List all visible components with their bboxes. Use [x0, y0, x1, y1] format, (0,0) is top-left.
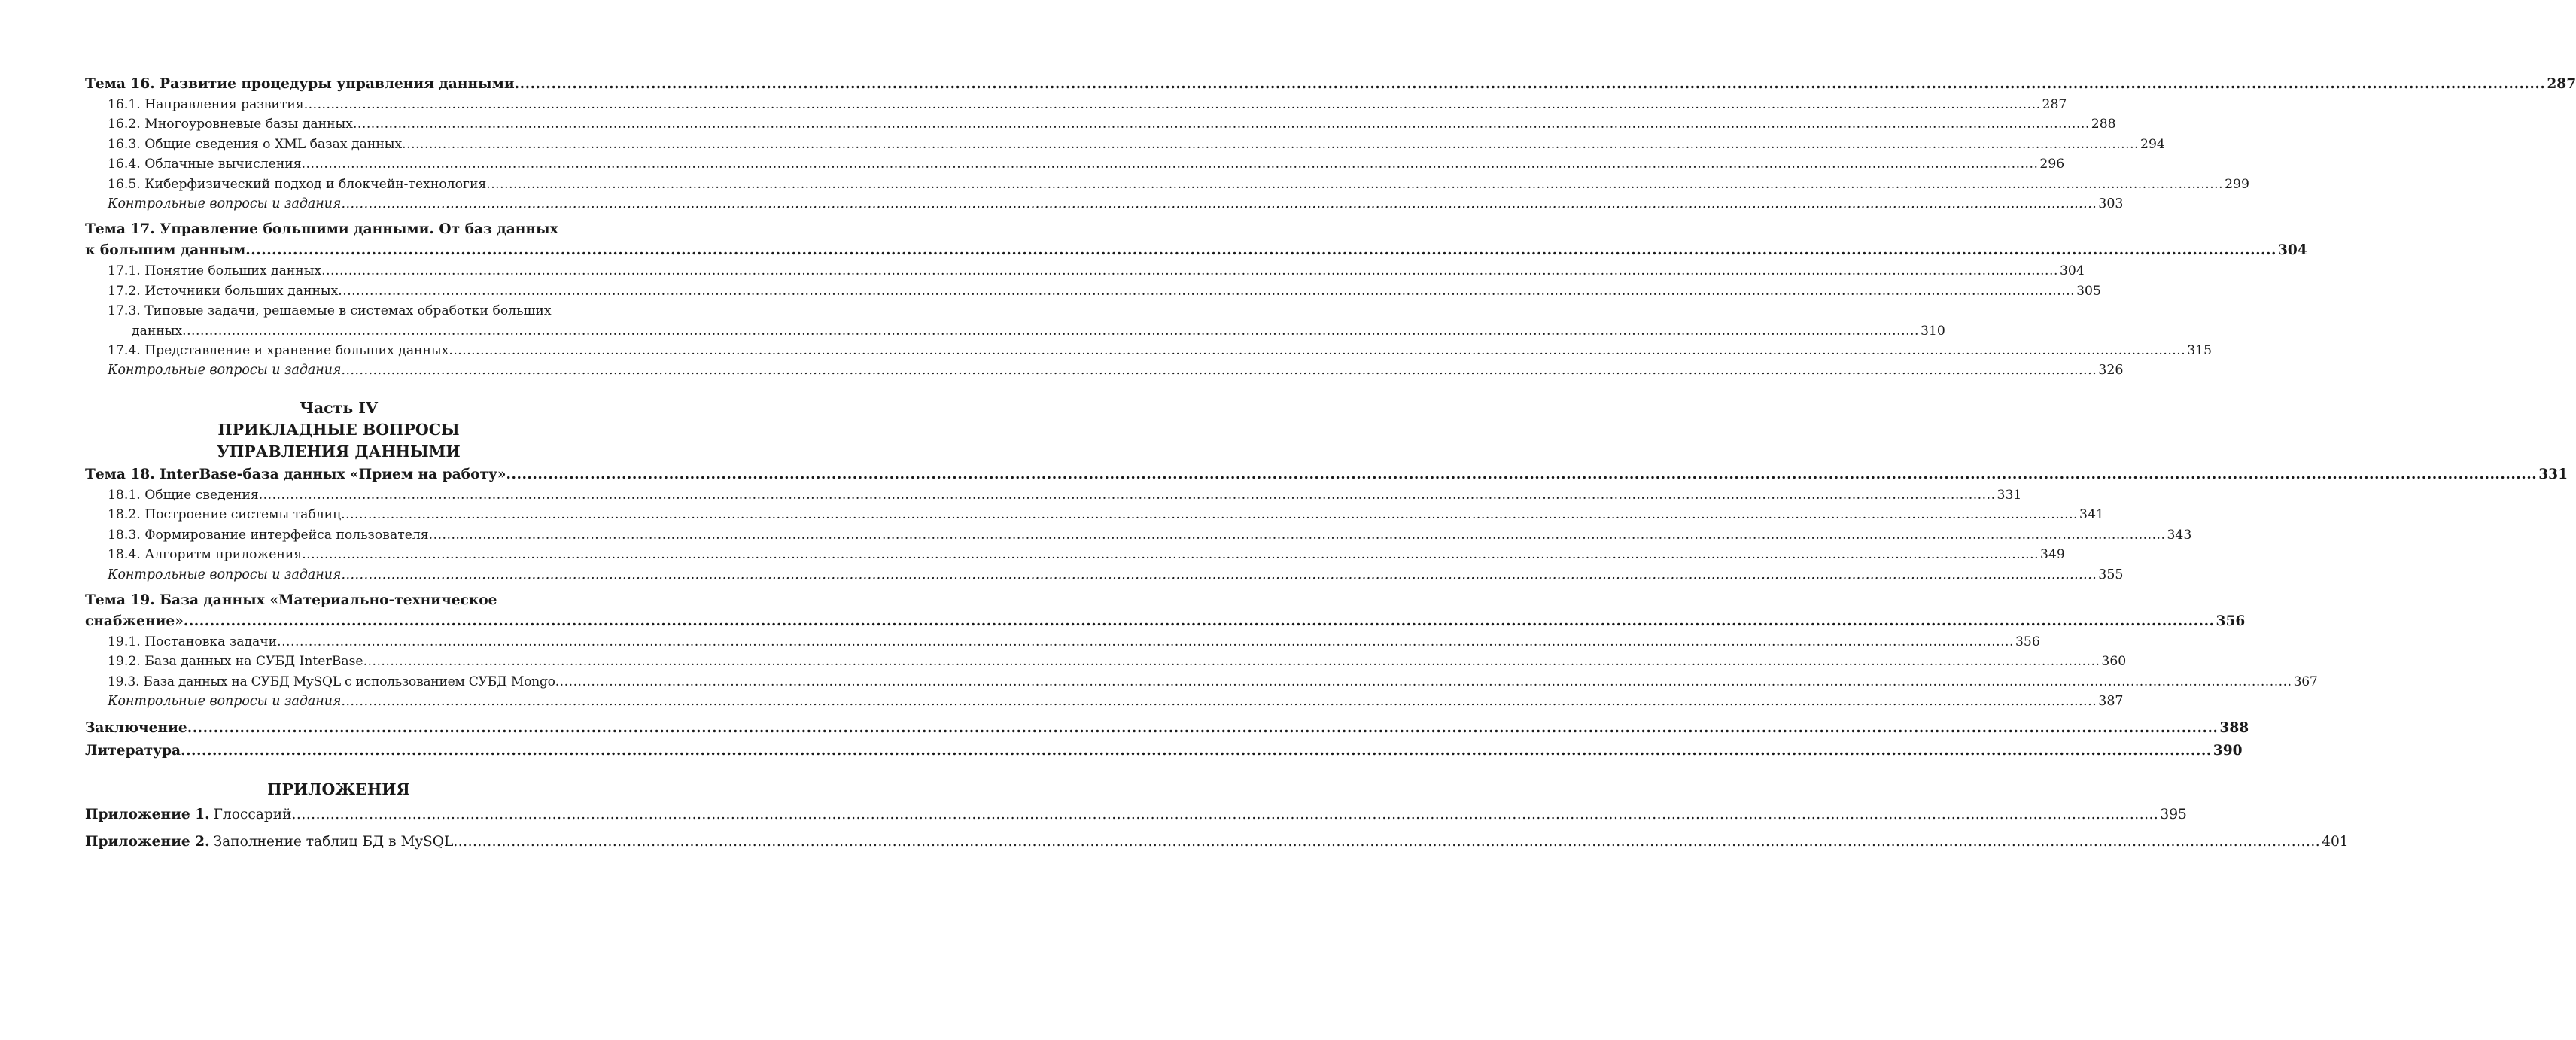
toc-topic-19[interactable] — [85, 611, 2246, 632]
toc-leader-dots — [304, 95, 2041, 114]
toc-leader-dots — [363, 652, 2100, 671]
appendix-label: Приложение 2. — [85, 833, 210, 850]
toc-topic-17-title-line1[interactable]: Тема 17. Управление большими данными. От баз данных — [85, 221, 558, 238]
toc-item-17-2[interactable] — [85, 281, 2101, 301]
toc-page-number: 294 — [2140, 136, 2165, 152]
toc-leader-dots — [341, 692, 2097, 711]
toc-control-questions-18[interactable] — [85, 565, 2124, 585]
toc-control-questions-19[interactable] — [85, 692, 2124, 711]
toc-item-title: 19.3. База данных на СУБД MySQL с использованием СУБД Mongo — [108, 674, 555, 689]
toc-leader-dots — [515, 74, 2546, 95]
toc-page-number: 288 — [2091, 117, 2116, 132]
toc-item-title: 19.2. База данных на СУБД InterBase — [108, 654, 363, 670]
toc-page-number: 305 — [2076, 283, 2101, 299]
toc-item-title: 16.4. Облачные вычисления — [108, 157, 302, 172]
toc-page-number: 343 — [2167, 527, 2192, 543]
toc-leader-dots — [449, 341, 2185, 360]
toc-appendix-2[interactable] — [85, 832, 2349, 853]
toc-item-title: Глоссарий — [213, 806, 292, 823]
toc-leader-dots — [506, 464, 2538, 485]
toc-literature[interactable] — [85, 740, 2243, 762]
toc-page-number: 304 — [2059, 263, 2085, 279]
toc-leader-dots — [245, 240, 2276, 261]
toc-topic-title: к большим данным — [85, 242, 246, 259]
toc-item-title: данных — [132, 323, 183, 339]
toc-page-number: 303 — [2098, 196, 2124, 212]
toc-leader-dots — [341, 505, 2078, 525]
toc-item-16-1[interactable] — [85, 95, 2067, 114]
toc-page-number: 395 — [2160, 806, 2187, 823]
toc-item-16-4[interactable] — [85, 154, 2065, 174]
toc-leader-dots — [353, 114, 2090, 134]
toc-item-title: 18.1. Общие сведения — [108, 487, 259, 503]
toc-leader-dots — [338, 281, 2075, 301]
toc-leader-dots — [341, 194, 2097, 214]
toc-item-17-4[interactable] — [85, 341, 2213, 360]
toc-item-17-3-line1[interactable]: 17.3. Типовые задачи, решаемые в системах обработки больших — [108, 303, 552, 319]
toc-item-title: 17.2. Источники больших данных — [108, 283, 339, 299]
table-of-contents — [85, 74, 2576, 853]
toc-page-number: 310 — [1920, 323, 1945, 339]
toc-page-number: 367 — [2293, 674, 2318, 689]
toc-topic-17[interactable] — [85, 240, 2307, 261]
toc-leader-dots — [292, 804, 2159, 826]
toc-page-number: 326 — [2098, 363, 2124, 379]
toc-item-16-2[interactable] — [85, 114, 2116, 134]
toc-item-title: Контрольные вопросы и задания — [108, 694, 342, 710]
toc-item-17-1[interactable] — [85, 261, 2085, 281]
toc-page-number: 331 — [1997, 487, 2022, 503]
toc-item-title: Контрольные вопросы и задания — [108, 567, 342, 582]
toc-leader-dots — [341, 565, 2097, 585]
toc-topic-16[interactable] — [85, 74, 2576, 95]
toc-item-title: 18.4. Алгоритм приложения — [108, 547, 303, 563]
toc-topic-18[interactable] — [85, 464, 2568, 485]
toc-topic-title: Заключение — [85, 719, 187, 736]
appendices-heading: ПРИЛОЖЕНИЯ — [267, 780, 410, 798]
toc-item-title: 18.3. Формирование интерфейса пользователя — [108, 527, 429, 543]
toc-item-title: Контрольные вопросы и задания — [108, 363, 342, 379]
appendix-label: Приложение 1. — [85, 806, 210, 823]
toc-leader-dots — [181, 740, 2212, 762]
toc-item-title: 17.4. Представление и хранение больших данных — [108, 343, 449, 359]
toc-page-number: 360 — [2101, 654, 2127, 670]
toc-page-number: 388 — [2219, 719, 2249, 736]
toc-item-title: 16.2. Многоуровневые базы данных — [108, 117, 353, 132]
toc-page-number: 299 — [2225, 176, 2249, 192]
toc-appendix-1[interactable] — [85, 804, 2187, 826]
toc-leader-dots — [453, 832, 2320, 853]
toc-leader-dots — [182, 321, 1919, 341]
toc-leader-dots — [187, 717, 2219, 740]
toc-item-title: 16.3. Общие сведения о XML базах данных — [108, 136, 403, 152]
toc-page-number: 356 — [2216, 613, 2246, 629]
toc-topic-title: Тема 18. InterBase-база данных «Прием на работу» — [85, 466, 506, 482]
toc-page-number: 296 — [2039, 157, 2065, 172]
part-title-line1: ПРИКЛАДНЫЕ ВОПРОСЫ — [217, 420, 460, 439]
toc-control-questions-16[interactable] — [85, 194, 2124, 214]
toc-item-16-3[interactable] — [85, 135, 2165, 154]
toc-page-number: 356 — [2015, 634, 2040, 649]
toc-page-number: 355 — [2098, 567, 2124, 582]
toc-page-number: 341 — [2079, 507, 2104, 523]
toc-leader-dots — [402, 135, 2139, 154]
toc-item-title: 19.1. Постановка задачи — [108, 634, 278, 649]
toc-item-title: Контрольные вопросы и задания — [108, 196, 342, 212]
toc-item-19-1[interactable] — [85, 632, 2040, 652]
toc-leader-dots — [429, 525, 2166, 545]
toc-leader-dots — [302, 545, 2039, 564]
toc-page-number: 390 — [2213, 742, 2243, 759]
toc-leader-dots — [555, 672, 2292, 692]
toc-topic-title: Тема 16. Развитие процедуры управления данными — [85, 76, 515, 92]
toc-item-title: 16.1. Направления развития — [108, 97, 304, 112]
part-title-line2: УПРАВЛЕНИЯ ДАННЫМИ — [217, 442, 461, 461]
toc-item-18-3[interactable] — [85, 525, 2192, 545]
toc-leader-dots — [184, 611, 2215, 632]
toc-conclusion[interactable] — [85, 717, 2249, 740]
toc-leader-dots — [321, 261, 2058, 281]
toc-topic-19-title-line1[interactable]: Тема 19. База данных «Материально-техническое — [85, 591, 497, 608]
toc-item-title: 17.1. Понятие больших данных — [108, 263, 322, 279]
toc-item-16-5[interactable] — [85, 175, 2249, 194]
toc-page-number: 387 — [2098, 694, 2124, 710]
toc-leader-dots — [259, 485, 1996, 505]
part-heading — [85, 397, 592, 463]
toc-topic-title: снабжение» — [85, 613, 184, 629]
toc-page-number: 287 — [2547, 76, 2576, 92]
toc-page-number: 331 — [2538, 466, 2568, 482]
toc-item-18-1[interactable] — [85, 485, 2022, 505]
toc-leader-dots — [277, 632, 2014, 652]
toc-page-number: 349 — [2040, 547, 2065, 563]
toc-page-number: 401 — [2322, 833, 2349, 850]
toc-leader-dots — [341, 360, 2097, 380]
toc-item-19-2[interactable] — [85, 652, 2127, 671]
toc-item-title: 16.5. Киберфизический подход и блокчейн-технология — [108, 176, 487, 192]
part-label: Часть IV — [300, 398, 378, 417]
toc-topic-title: Литература — [85, 742, 181, 759]
toc-item-title: 18.2. Построение системы таблиц — [108, 507, 342, 523]
toc-item-18-4[interactable] — [85, 545, 2065, 564]
toc-control-questions-17[interactable] — [85, 360, 2124, 380]
toc-item-19-3[interactable] — [85, 672, 2318, 692]
toc-page-number: 304 — [2277, 242, 2307, 259]
toc-page-number: 315 — [2187, 343, 2213, 359]
toc-page-number: 287 — [2042, 97, 2067, 112]
toc-item-17-3[interactable] — [85, 321, 1945, 341]
toc-item-title: Заполнение таблиц БД в MySQL — [213, 833, 454, 850]
toc-leader-dots — [486, 175, 2223, 194]
toc-item-18-2[interactable] — [85, 505, 2104, 525]
toc-leader-dots — [302, 154, 2039, 174]
